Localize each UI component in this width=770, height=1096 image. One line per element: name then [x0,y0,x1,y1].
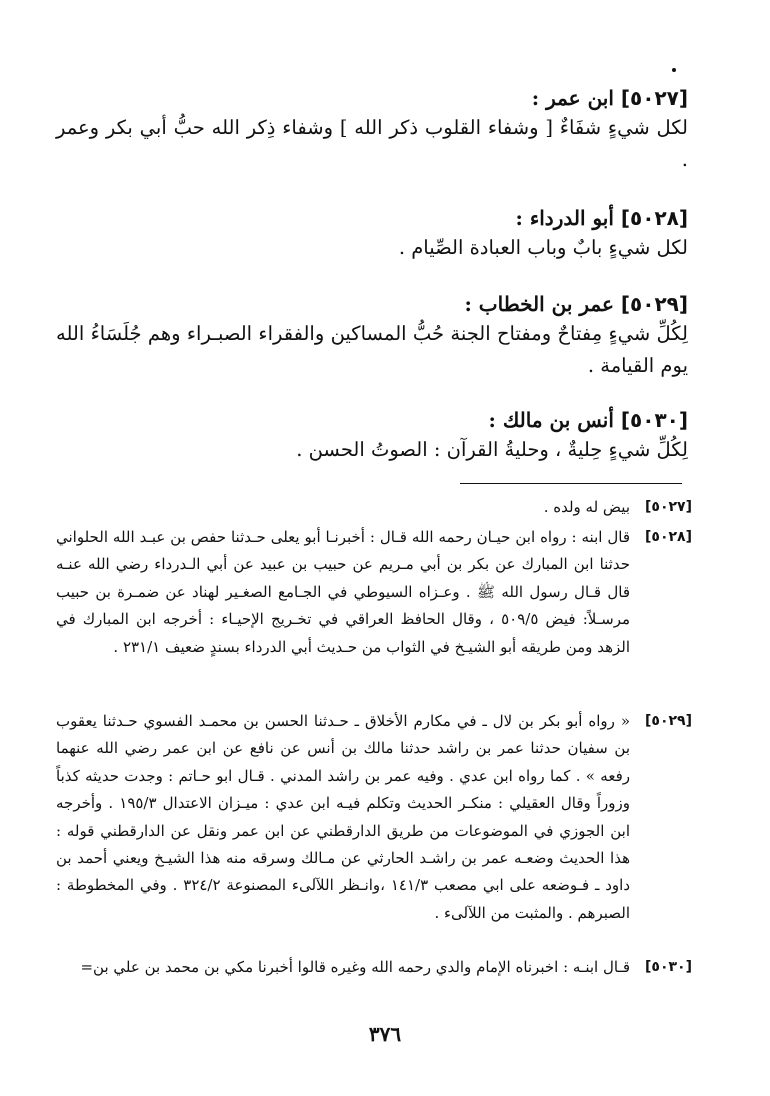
page-number: ٣٧٦ [368,1022,402,1046]
footnote-5028 [56,524,692,661]
entry-text: لكل شيءٍ شفَاءٌ [ وشفاء القلوب ذكر الله ] وشفاء ذِكر الله حبُّ أبي بكر وعمر . [56,116,688,171]
entry-5027 [56,84,688,176]
entry-5028 [56,204,688,264]
entry-heading [56,84,688,112]
footnote-number: [٥٠٢٩] [645,713,692,729]
entry-number: [٥٠٣٠] [620,408,688,432]
footnote-5029 [56,708,692,927]
entry-name: ابن عمر : [531,86,614,110]
footnote-number: [٥٠٢٧] [645,499,692,515]
entry-heading [56,204,688,232]
footnote-5030 [56,954,692,981]
entry-number: [٥٠٢٩] [620,292,688,316]
entry-name: عمر بن الخطاب : [464,292,614,316]
footnote-text: بيض له ولده . [543,498,630,516]
entry-heading [56,406,688,434]
entry-name: أنس بن مالك : [488,408,614,432]
footnote-5027 [56,494,692,521]
footnote-text: قال ابنه : رواه ابن حيـان رحمه الله قـال : أخبرنـا أبو يعلى حـدثنا حفص بن عبـد الله الحلواني حدثنا ابن المبارك عن بكر بن أبي مـريم عن حبيب بن عبيد عن أبي الـدرداء رضي الله عنـه قال قـال رسول الله ﷺ . وعـزاه السيوطي في الجـامع الصغـير لهناد عن ضمـرة بن حبيب مرسـلاً: فيض ٥٠٩/٥ ، وقال الحافظ العراقي في تخـريج الإحيـاء : أخرجه ابن المبارك في الزهد ومن طريقه أبو الشيـخ في الثواب من حـديث أبي الدرداء بسندٍ ضعيف ٢٣١/١ . [56,528,630,656]
entry-5030 [56,406,688,466]
entry-number: [٥٠٢٨] [620,206,688,230]
entry-text: لِكُلِّ شيءٍ مِفتاحٌ ومفتاح الجنة حُبُّ المساكين والفقراء الصبـراء وهم جُلَسَاءُ الله يوم القيامة . [56,322,688,377]
entry-text: لكل شيءٍ بابٌ وباب العبادة الصِّيام . [398,236,688,259]
footnote-text: « رواه أبو بكر بن لال ـ في مكارم الأخلاق ـ حـدثنا الحسن بن محمـد الفسوي حـدثنا يعقوب بن سفيان حدثنا عمر بن راشد حدثنا مالك بن أنس عن نافع عن ابن عمر رضي الله عنهما رفعه » . كما رواه ابن عدي . وفيه عمر بن راشد المدني . قـال ابو حـاتم : وجدت حديثه كذباً وزوراً وقال العقيلي : منكـر الحديث وتكلم فيـه ابن عدي : ميـزان الاعتدال ١٩٥/٣ . وأخرجه ابن الجوزي في الموضوعات من طريق الدارقطني عن ابن عمر ونقل عن الدارقطني قوله : هذا الحديث وضعـه عمر بن راشـد الحارثي عن مـالك وسرقه منه هذا الشيـخ ويعني أحمد بن داود ـ فـوضعه على ابي مصعب ١٤١/٣ ،وانـظر اللآلىء المصنوعة ٣٢٤/٢ . وفي المخطوطة : الصبرهم . والمثبت من اللآلىء . [56,712,631,922]
entry-number: [٥٠٢٧] [620,86,688,110]
entry-name: أبو الدرداء : [515,206,614,230]
entry-5029 [56,290,688,382]
top-dot-mark [672,68,676,72]
footnote-separator [460,483,682,484]
footnote-number: [٥٠٣٠] [645,959,692,975]
entry-text: لِكُلِّ شيءٍ حِليةٌ ، وحليةُ القرآن : الصوتُ الحسن . [296,438,688,461]
footnote-text: قـال ابنـه : اخبرناه الإمام والدي رحمه الله وغيره قالوا أخبرنا مكي بن محمد بن علي بن= [80,958,630,976]
entry-heading [56,290,688,318]
footnote-number: [٥٠٢٨] [645,529,692,545]
